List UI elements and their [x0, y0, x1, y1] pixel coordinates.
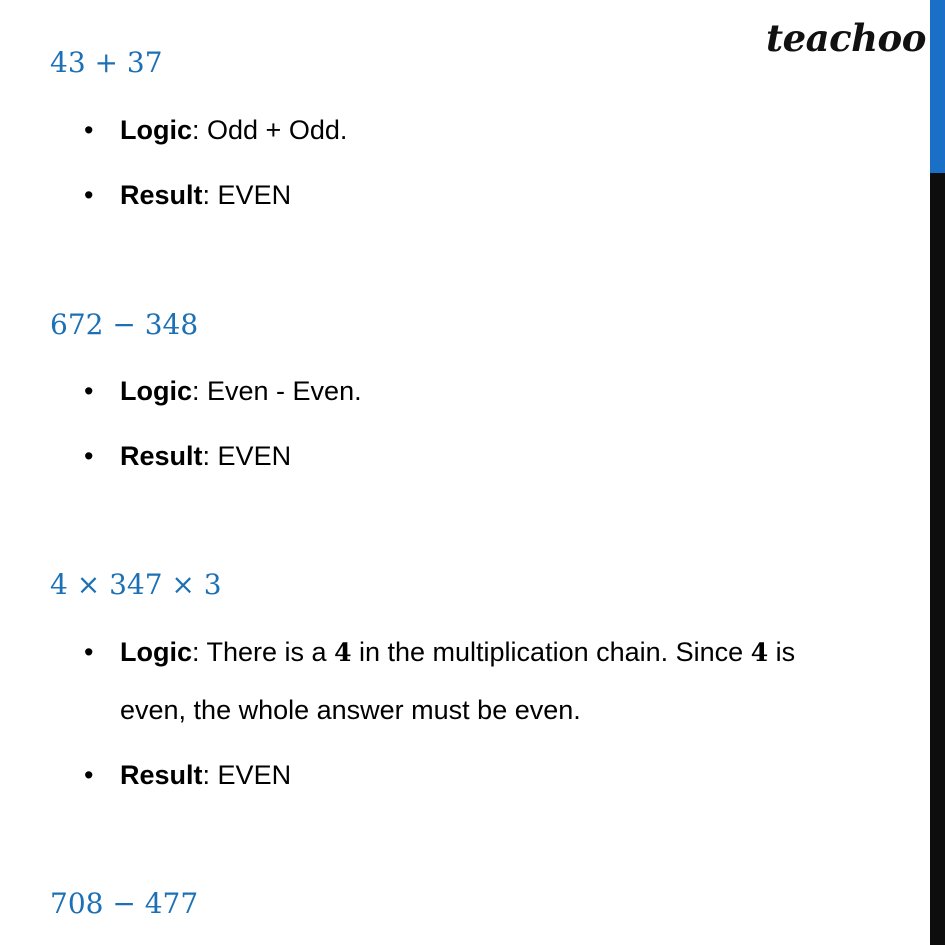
- expression-4: 708 − 477: [50, 887, 199, 920]
- result-text: EVEN: [217, 180, 292, 210]
- logic-text: There is a 4 in the multiplication chain. Since 4 is: [206, 637, 796, 667]
- bullet-icon: •: [84, 760, 94, 790]
- result-label: Result: [120, 441, 203, 471]
- logic-label: Logic: [120, 637, 192, 667]
- expression-3: 4 × 347 × 3: [50, 568, 222, 601]
- result-label: Result: [120, 760, 203, 790]
- expression-1: 43 + 37: [50, 46, 163, 79]
- bullet-icon: •: [84, 376, 94, 406]
- math-number: 4: [750, 638, 769, 667]
- bullet-icon: •: [84, 115, 94, 145]
- logic-text-continuation: even, the whole answer must be even.: [120, 695, 581, 725]
- math-number: 4: [334, 638, 352, 667]
- bullet-icon: •: [84, 637, 94, 667]
- expression-2: 672 − 348: [50, 308, 199, 341]
- logic-text: Even - Even.: [207, 376, 362, 406]
- logic-label: Logic: [120, 376, 192, 406]
- sidebar-accent: [930, 0, 945, 173]
- result-label: Result: [120, 180, 203, 210]
- result-text: EVEN: [217, 441, 292, 471]
- bullet-icon: •: [84, 180, 94, 210]
- teachoo-logo: teachoo: [766, 16, 926, 60]
- logic-label: Logic: [120, 115, 192, 145]
- result-text: EVEN: [217, 760, 292, 790]
- bullet-icon: •: [84, 441, 94, 471]
- logic-text: Odd + Odd.: [207, 115, 348, 145]
